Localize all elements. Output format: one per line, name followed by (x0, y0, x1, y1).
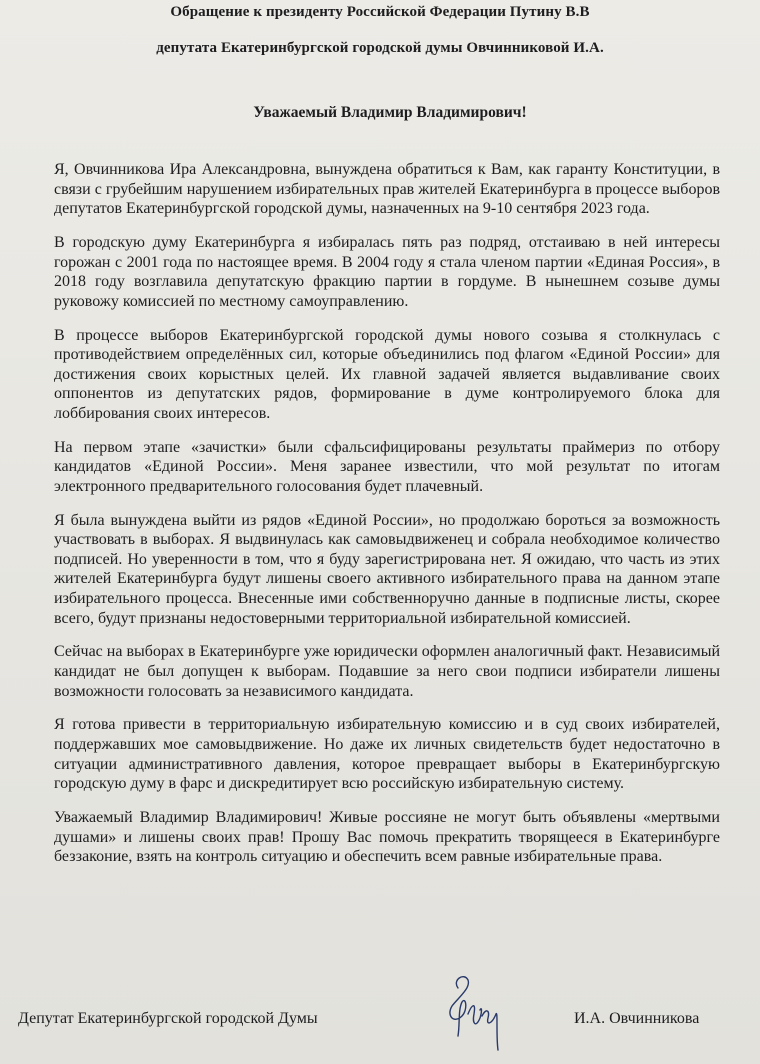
paragraph-1: Я, Овчинникова Ира Александровна, вынуждена обратиться к Вам, как гаранту Конституции, в связи с грубейшим нарушением избирательных прав жителей Екатеринбурга в процессе выборов депутатов Екатеринбургской городской думы, назначенных на 9-10 сентября 2023 года. (54, 161, 720, 218)
paragraph-7: Я готова привести в территориальную избирательную комиссию и в суд своих избирателей, поддержавших мое самовыдвижение. Но даже их личных свидетельств будет недостаточно в ситуации административного давления, которое превращает выборы в Екатеринбургскую городскую думу в фарс и дискредитирует всю российскую избирательную систему. (54, 716, 720, 793)
header-line-1: Обращение к президенту Российской Федерации Путину В.В (170, 4, 590, 20)
greeting: Уважаемый Владимир Владимирович! (253, 104, 527, 121)
letter-body (54, 160, 720, 881)
paragraph-6: Сейчас на выборах в Екатеринбурге уже юридически оформлен аналогичный факт. Независимый кандидат не был допущен к выборам. Подавшие за него свои подписи избиратели лишены возможности голосовать за независимого кандидата. (54, 643, 720, 700)
paragraph-2: В городскую думу Екатеринбурга я избиралась пять раз подряд, отстаиваю в ней интересы горожан с 2001 года по настоящее время. В 2004 году я стала членом партии «Единая Россия», в 2018 году возглавила депутатскую фракцию партии в гордуме. В нынешнем созыве думы руковожу комиссией по местному самоуправлению. (54, 233, 720, 310)
paragraph-8: Уважаемый Владимир Владимирович! Живые россияне не могут быть объявлены «мертвыми душами» и лишены своих прав! Прошу Вас помочь прекратить творящееся в Екатеринбурге беззаконие, взять на контроль ситуацию и обеспечить всем равные избирательные права. (54, 808, 720, 866)
signatory-position: Депутат Екатеринбургской городской Думы (18, 1010, 318, 1027)
paragraph-5: Я была вынуждена выйти из рядов «Единой России», но продолжаю бороться за возможность участвовать в выборах. Я выдвинулась как самовыдвиженец и собрала необходимое количество подписей. Но уверенности в том, что я буду зарегистрирована нет. Я ожидаю, что часть из этих жителей Екатеринбурга будут лишены своего активного избирательного права на данном этапе избирательного процесса. Внесенные ими собственноручно данные в подписные листы, скорее всего, будут признаны недостоверными территориальной избирательной комиссией. (54, 511, 720, 627)
paragraph-3: В процессе выборов Екатеринбургской городской думы нового созыва я столкнулась с противодействием определённых сил, которые объединились под флагом «Единой России» для достижения своих корыстных целей. Их главной задачей является выдавливание своих оппонентов из депутатских рядов, формирование в думе контролируемого блока для лоббирования своих интересов. (54, 326, 720, 422)
signatory-name: И.А. Овчинникова (574, 1010, 700, 1027)
header-line-2: депутата Екатеринбургской городской думы Овчинниковой И.А. (156, 40, 604, 56)
signature-icon (438, 966, 518, 1056)
paragraph-4: На первом этапе «зачистки» были сфальсифицированы результаты праймериз по отбору кандидатов «Единой России». Меня заранее известили, что мой результат по итогам электронного предварительного голосования будет плачевный. (54, 438, 720, 495)
